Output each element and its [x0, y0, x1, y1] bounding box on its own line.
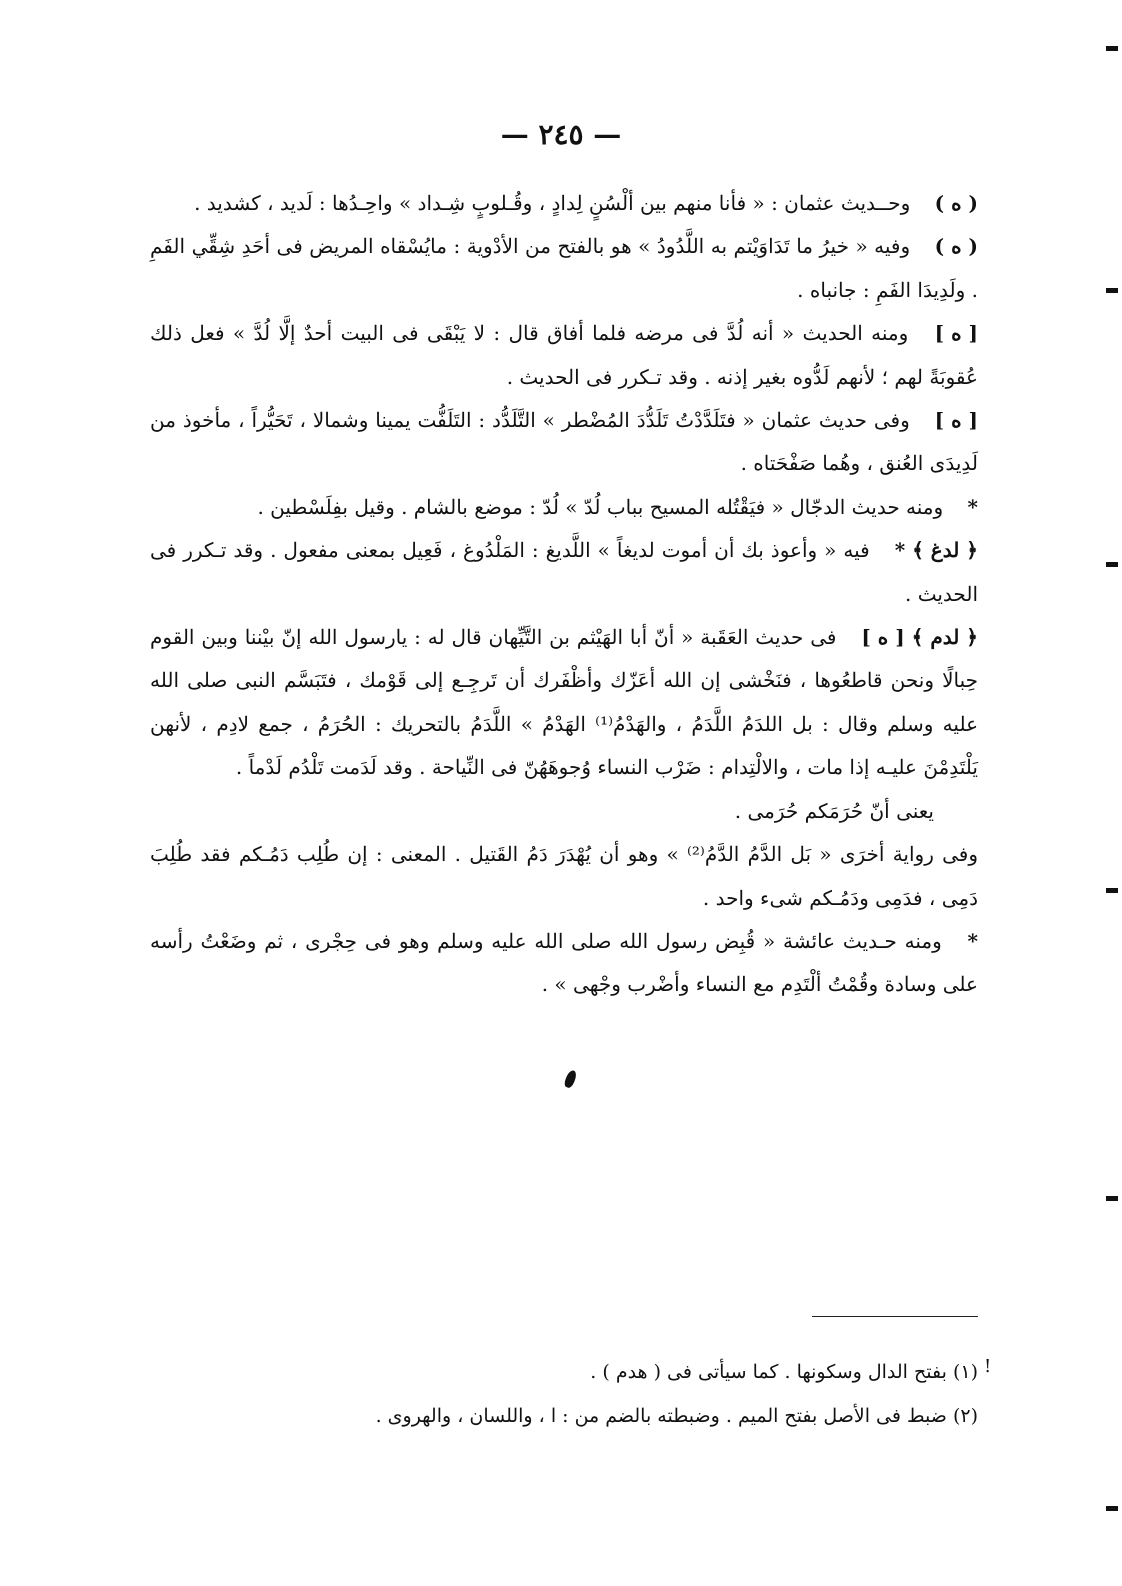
margin-mark: !	[984, 1356, 992, 1377]
entry-heading: ﴿ لدغ ﴾ *	[894, 538, 979, 563]
paragraph-marker: *	[967, 928, 979, 953]
footnotes	[150, 1350, 978, 1438]
paragraph-text: فى حديث العَقَبة « أنّ أبا الهَيْثم بن التَّيِّهان قال له : يارسول الله إنّ بيْننا وبين القوم حِبالًا ونحن قاطعُوها ، فنَخْشى إن الله أعَزّك وأظْفَرك أن تَرجِـع إلى قَوْمك ، فتَبَسَّم النبى صلى الله عليه وسلم وقال : بل اللدَمُ اللَّدَمُ ، والهَدْمُ⁽¹⁾ الهَدْمُ » اللَّدَمُ بالتحريك : الحُرَمُ ، جمع لادِم ، لأنهن يَلْتَدِمْنَ عليـه إذا مات ، والالْتِدام : ضَرْب النساء وُجوهَهُنّ فى النِّياحة . وقد لَدَمت تَلْدُم لَدْماً .	[150, 625, 978, 780]
edge-mark-6	[1106, 1506, 1118, 1511]
paragraph-marker: *	[967, 494, 978, 519]
paragraph-marker: [ ه ]	[934, 408, 979, 433]
paragraph-text: فيه « وأعوذ بك أن أموت لديغاً » اللَّديغ : المَلْدُوغ ، فَعِيل بمعنى مفعول . وقد تـكرر فى الحديث .	[150, 538, 978, 606]
paragraph-marker: [ ه ]	[934, 321, 979, 346]
page-number: — ٢٤٥ —	[500, 118, 622, 151]
entry-heading: ﴿ لدم ﴾ [ ه ]	[861, 625, 979, 650]
paragraph-marker: ( ه )	[934, 191, 978, 215]
paragraph-2	[150, 225, 978, 312]
edge-mark-5	[1106, 1196, 1118, 1201]
paragraph-text: ومنه حديث الدجّال « فيَقْتُله المسيح بباب لُدّ » لُدّ : موضع بالشام . وقيل بفِلَسْطين .	[257, 494, 944, 519]
paragraph-4	[150, 399, 978, 486]
paragraph-text: ومنه حـديث عائشة « قُبِض رسول الله صلى الله عليه وسلم وهو فى حِجْرى ، ثم وضَعْتُ رأسه على وسادة وقُمْتُ ألْتَدِم مع النساء وأضْرب وجْهى » .	[150, 928, 978, 997]
main-text	[150, 182, 978, 1007]
paragraph-text: وفى حديث عثمان « فتَلَدَّدْتُ تَلَدُّدَ المُضْطر » التَّلَدُّد : التَلَفُّت يمينا وشمالا ، تَحَيُّراً ، مأخوذ من لَدِيدَى العُنق ، وهُما صَفْحَتاه .	[150, 408, 978, 476]
edge-mark-1	[1106, 46, 1118, 51]
paragraph-text: يعنى أنّ حُرَمَكم حُرَمى .	[734, 798, 934, 823]
paragraph-5	[150, 486, 978, 529]
paragraph-10	[150, 920, 978, 1007]
footnote-2: (٢) ضبط فى الأصل بفتح الميم . وضبطته بالضم من : ا ، واللسان ، والهروى .	[375, 1405, 978, 1427]
paragraph-3	[150, 312, 978, 399]
paragraph-8	[150, 790, 978, 833]
paragraph-text: ومنه الحديث « أنه لُدَّ فى مرضه فلما أفاق قال : لا يَبْقَى فى البيت أحدٌ إلَّا لُدَّ » فعل ذلك عُقوبَةً لهم ؛ لأنهم لَدُّوه بغير إذنه . وقد تـكرر فى الحديث .	[150, 321, 978, 389]
edge-mark-3	[1106, 562, 1118, 567]
footnote-divider	[812, 1316, 978, 1317]
paragraph-text: وفيه « خيرُ ما تَدَاوَيْتم به اللَّدُودُ » هو بالفتح من الأدْوية : مايُسْقاه المريض فى أحَدِ شِقِّي الفَمِ . ولَدِيدَا الفَمِ : جانباه .	[150, 234, 978, 302]
edge-mark-2	[1106, 288, 1118, 293]
footnote-1: (١) بفتح الدال وسكونها . كما سيأتى فى ( هدم ) .	[590, 1361, 978, 1383]
paragraph-7	[150, 616, 978, 790]
paragraph-1	[150, 182, 978, 225]
paragraph-9	[150, 833, 978, 920]
paragraph-text: وحــديث عثمان : « فأنا منهم بين ألْسُنٍ لِدادٍ ، وقُـلوبٍ شِـداد » واحِـدُها : لَديد ، كشديد .	[194, 191, 911, 215]
edge-mark-4	[1106, 888, 1118, 893]
paragraph-text: وفى رواية أخرَى « بَل الدَّمُ الدَّمُ⁽²⁾ » وهو أن يُهْدَرَ دَمُ القَتيل . المعنى : إن طُلِب دَمُـكم فقد طُلِبَ دَمِى ، فدَمِى ودَمُـكم شىء واحد .	[150, 842, 978, 910]
ink-blot	[563, 1069, 578, 1089]
paragraph-6	[150, 529, 978, 616]
paragraph-marker: ( ه )	[934, 234, 978, 259]
